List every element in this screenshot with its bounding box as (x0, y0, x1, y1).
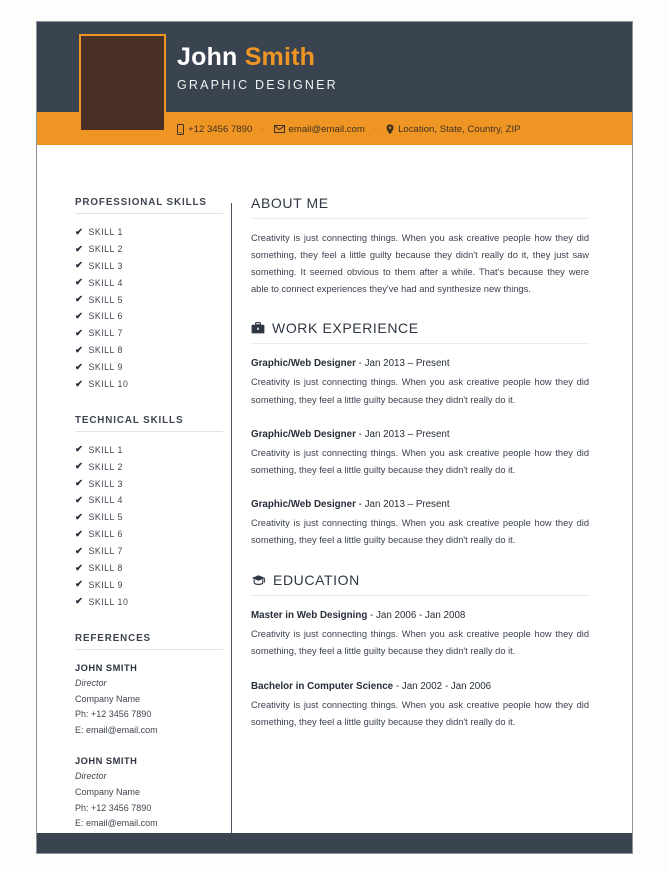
footer-bar (37, 833, 632, 853)
technical-skills-list (75, 442, 223, 611)
list-item (75, 359, 223, 376)
skill-label: SKILL 1 (88, 227, 123, 237)
work-entry-role: Graphic/Web Designer (251, 358, 356, 370)
list-item (75, 543, 223, 560)
check-icon: ✔ (75, 545, 84, 557)
work-entry (251, 426, 589, 479)
education-entry-text: Creativity is just connecting things. When you ask creative people how they did something, they feel a little guilty because they didn't really do it. (251, 629, 589, 657)
list-item (75, 224, 223, 241)
check-icon: ✔ (75, 579, 84, 591)
skill-label: SKILL 10 (88, 378, 129, 389)
check-icon: ✔ (75, 327, 84, 339)
resume-page (36, 21, 633, 854)
work-entry-text: Creativity is just connecting things. When you ask creative people how they did something, they feel a little guilty because they didn't really do it. (251, 447, 589, 475)
education-entry-dates: - Jan 2006 - Jan 2008 (367, 610, 466, 622)
work-entry-dates: - Jan 2013 – Present (355, 358, 450, 370)
skill-label: SKILL 3 (88, 478, 123, 489)
list-item (75, 459, 223, 476)
check-icon: ✔ (75, 311, 84, 323)
reference-name: JOHN SMITH (75, 662, 138, 673)
about-me-text: Creativity is just connecting things. When you ask creative people how they did something, they feel a little guilty because they didn't really do it, they just saw something. It seemed obvious to them after a while. That's because they were able to connect experiences they've had and synthesize new things. (251, 233, 589, 295)
check-icon: ✔ (75, 511, 84, 523)
list-item (75, 594, 223, 611)
skill-label: SKILL 2 (88, 243, 123, 254)
contact-phone[interactable] (177, 124, 252, 135)
job-title: GRAPHIC DESIGNER (177, 77, 338, 92)
briefcase-icon (251, 322, 265, 334)
check-icon: ✔ (75, 444, 84, 456)
education-entry-title (251, 678, 589, 696)
work-entry-title (251, 355, 589, 373)
check-icon: ✔ (75, 226, 84, 238)
contact-bar (177, 119, 521, 139)
professional-skills-heading: PROFESSIONAL SKILLS (75, 197, 223, 214)
check-icon: ✔ (75, 596, 84, 608)
list-item (75, 308, 223, 325)
work-entry (251, 496, 589, 549)
graduation-cap-icon (251, 574, 266, 586)
skill-label: SKILL 3 (88, 260, 123, 271)
resume-body (37, 145, 632, 835)
check-icon: ✔ (75, 378, 84, 390)
name-block (177, 44, 338, 92)
check-icon: ✔ (75, 260, 84, 272)
work-entry-dates: - Jan 2013 – Present (355, 498, 450, 510)
main-column (251, 195, 589, 748)
column-divider (231, 203, 232, 835)
skill-label: SKILL 4 (88, 495, 123, 506)
contact-location-text: Location, State, Country, ZIP (398, 123, 521, 135)
sidebar-column (75, 197, 223, 846)
education-entry-title (251, 607, 589, 625)
list-item (75, 577, 223, 594)
list-item (75, 376, 223, 393)
skill-label: SKILL 9 (88, 579, 123, 590)
list-item (75, 275, 223, 292)
check-icon: ✔ (75, 562, 84, 574)
check-icon: ✔ (75, 294, 84, 306)
skill-label: SKILL 5 (88, 294, 123, 305)
education-heading (251, 572, 589, 596)
skill-label: SKILL 8 (88, 345, 123, 356)
list-item (75, 560, 223, 577)
list-item (75, 241, 223, 258)
skill-label: SKILL 6 (88, 529, 123, 540)
work-entry (251, 355, 589, 408)
check-icon: ✔ (75, 277, 84, 289)
skill-label: SKILL 10 (88, 596, 129, 607)
professional-skills-section (75, 197, 223, 393)
contact-separator: - (261, 123, 265, 135)
reference-company: Company Name (75, 693, 141, 704)
first-name: John (177, 43, 238, 71)
reference-name: JOHN SMITH (75, 755, 138, 766)
check-icon: ✔ (75, 528, 84, 540)
skill-label: SKILL 7 (88, 546, 123, 556)
skill-label: SKILL 2 (88, 461, 123, 472)
phone-icon (177, 124, 184, 135)
contact-separator: - (373, 123, 378, 135)
reference-entry (75, 660, 223, 739)
list-item (75, 476, 223, 493)
reference-company: Company Name (75, 786, 141, 797)
work-entry-role: Graphic/Web Designer (251, 498, 356, 510)
references-heading: REFERENCES (75, 633, 223, 650)
check-icon: ✔ (75, 461, 84, 473)
check-icon: ✔ (75, 495, 84, 507)
check-icon: ✔ (75, 478, 84, 490)
envelope-icon (274, 125, 285, 133)
education-entry-dates: - Jan 2002 - Jan 2006 (393, 680, 492, 692)
education-entry-degree: Master in Web Designing (251, 610, 368, 622)
technical-skills-heading: TECHNICAL SKILLS (75, 415, 223, 432)
work-entry-title (251, 496, 589, 514)
work-experience-heading (251, 320, 589, 344)
contact-email[interactable] (274, 124, 365, 135)
skill-label: SKILL 7 (88, 328, 123, 339)
reference-role: Director (75, 771, 107, 782)
about-me-section (251, 195, 589, 298)
list-item (75, 526, 223, 543)
work-entry-text: Creativity is just connecting things. When you ask creative people how they did something, they feel a little guilty because they didn't really do it. (251, 377, 589, 405)
skill-label: SKILL 5 (88, 512, 123, 523)
last-name: Smith (244, 43, 316, 71)
about-me-heading (251, 195, 589, 219)
references-section (75, 633, 223, 833)
education-entry (251, 607, 589, 660)
profile-photo-placeholder (79, 34, 166, 132)
skill-label: SKILL 9 (88, 362, 123, 372)
list-item (75, 292, 223, 309)
education-entry-text: Creativity is just connecting things. When you ask creative people how they did something, they feel a little guilty because they didn't really do it. (251, 699, 589, 727)
education-entry (251, 678, 589, 731)
location-pin-icon (386, 124, 394, 135)
page-title (177, 44, 338, 72)
skill-label: SKILL 6 (88, 311, 123, 322)
skill-label: SKILL 4 (88, 277, 123, 288)
education-heading-label: EDUCATION (273, 572, 360, 589)
reference-entry (75, 753, 223, 832)
list-item (75, 509, 223, 526)
reference-email: E: email@email.com (75, 818, 158, 829)
work-experience-heading-label: WORK EXPERIENCE (272, 320, 419, 337)
reference-phone: Ph: +12 3456 7890 (75, 709, 152, 720)
list-item (75, 258, 223, 275)
contact-location[interactable] (386, 124, 520, 135)
reference-email: E: email@email.com (75, 725, 158, 736)
resume-header (37, 22, 632, 145)
contact-phone-text: +12 3456 7890 (188, 123, 253, 135)
professional-skills-list (75, 224, 223, 393)
skill-label: SKILL 8 (88, 562, 123, 573)
contact-email-text: email@email.com (288, 123, 365, 135)
about-me-heading-label: ABOUT ME (251, 195, 329, 211)
list-item (75, 492, 223, 509)
skill-label: SKILL 1 (88, 444, 123, 455)
education-section (251, 572, 589, 731)
work-experience-section (251, 320, 589, 549)
reference-role: Director (75, 677, 107, 688)
list-item (75, 342, 223, 359)
list-item (75, 325, 223, 342)
reference-phone: Ph: +12 3456 7890 (75, 802, 152, 813)
check-icon: ✔ (75, 361, 84, 373)
list-item (75, 442, 223, 459)
work-entry-text: Creativity is just connecting things. When you ask creative people how they did something, they feel a little guilty because they didn't really do it. (251, 518, 589, 546)
work-entry-title (251, 426, 589, 444)
check-icon: ✔ (75, 243, 84, 255)
technical-skills-section (75, 415, 223, 611)
work-entry-role: Graphic/Web Designer (251, 428, 356, 440)
check-icon: ✔ (75, 344, 84, 356)
work-entry-dates: - Jan 2013 – Present (355, 428, 450, 440)
education-entry-degree: Bachelor in Computer Science (251, 680, 394, 692)
